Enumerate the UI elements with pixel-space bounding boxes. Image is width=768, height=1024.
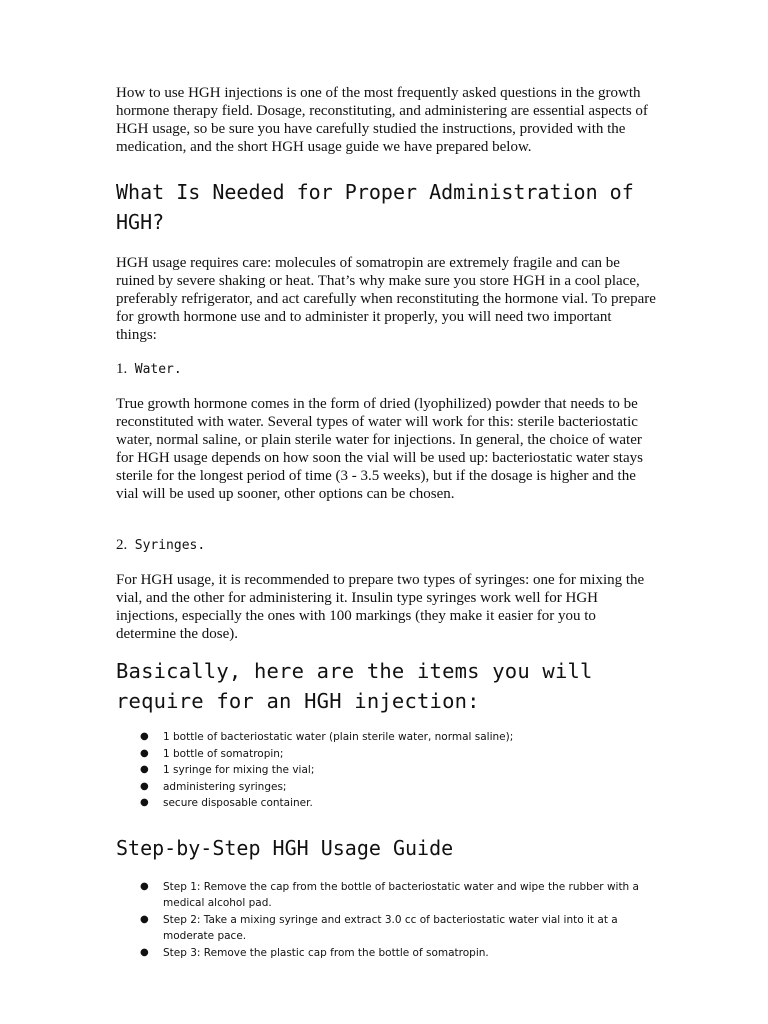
heading-required-items: Basically, here are the items you will require for an HGH injection: — [116, 659, 593, 713]
list-item: ● secure disposable container. — [116, 795, 656, 812]
intro-paragraph: How to use HGH injections is one of the most frequently asked questions in the growth hormone therapy field. Dosage, reconstituting, and administering are essential aspects of HGH usage, so be sure you have carefully studied the instructions, provided with the medication, and the short HGH usage guide we have prepared below. — [116, 85, 648, 155]
syringes-paragraph: For HGH usage, it is recommended to prepare two types of syringes: one for mixing the vial, and the other for administering it. Insulin type syringes work well for HGH injections, especially the ones with 100 markings (they make it easier for you to determine the dose). — [116, 572, 645, 642]
numbered-item-water — [116, 360, 656, 379]
heading-step-by-step-guide: Step-by-Step HGH Usage Guide — [116, 835, 454, 860]
bullet-icon: ● — [140, 797, 149, 808]
list-item: ● 1 syringe for mixing the vial; — [116, 762, 656, 779]
list-item: ● 1 bottle of bacteriostatic water (plain sterile water, normal saline); — [116, 729, 656, 746]
bullet-icon: ● — [140, 780, 149, 792]
list-item: ● Step 2: Take a mixing syringe and extract 3.0 cc of bacteriostatic water vial into it at a moderate pace. — [140, 913, 618, 942]
list-item: ● 1 bottle of somatropin; — [116, 746, 656, 763]
list-item: ● administering syringes; — [116, 779, 656, 796]
bullet-icon: ● — [140, 764, 149, 775]
document-page — [116, 84, 656, 961]
water-paragraph: True growth hormone comes in the form of dried (lyophilized) powder that needs to be reconstituted with water. Several types of water will work for this: sterile bacteriostatic water, normal saline, or plain sterile water for injections. In general, the choice of water for HGH usage depends on how soon the vial will be used up: bacteriostatic water stays sterile for the longest period of time (3 - 3.5 weeks), but if the dosage is higher and the vial will be used up sooner, other options can be chosen. — [116, 396, 643, 502]
required-items-list — [116, 729, 656, 812]
bullet-icon: ● — [140, 880, 149, 892]
storage-paragraph: HGH usage requires care: molecules of somatropin are extremely fragile and can be ruined by severe shaking or heat. That’s why make sure you store HGH in a cool place, preferably refrigerator, and act carefully when reconstituting the hormone vial. To prepare for growth hormone use and to administer it properly, you will need two important things: — [116, 255, 656, 343]
bullet-icon: ● — [140, 913, 149, 925]
item-label: Water. — [134, 362, 182, 377]
bullet-icon: ● — [140, 731, 149, 742]
item-number: 2. — [116, 537, 128, 553]
bullet-icon: ● — [140, 747, 149, 759]
item-number: 1. — [116, 361, 128, 377]
list-item: ● Step 3: Remove the plastic cap from the bottle of somatropin. — [116, 945, 656, 962]
list-item: ● Step 1: Remove the cap from the bottle of bacteriostatic water and wipe the rubber with a medical alcohol pad. — [140, 880, 639, 909]
heading-needed-for-administration: What Is Needed for Proper Administration of HGH? — [116, 180, 634, 234]
bullet-icon: ● — [140, 946, 149, 958]
item-label: Syringes. — [134, 538, 206, 553]
numbered-item-syringes — [116, 536, 656, 555]
steps-list — [116, 879, 656, 962]
